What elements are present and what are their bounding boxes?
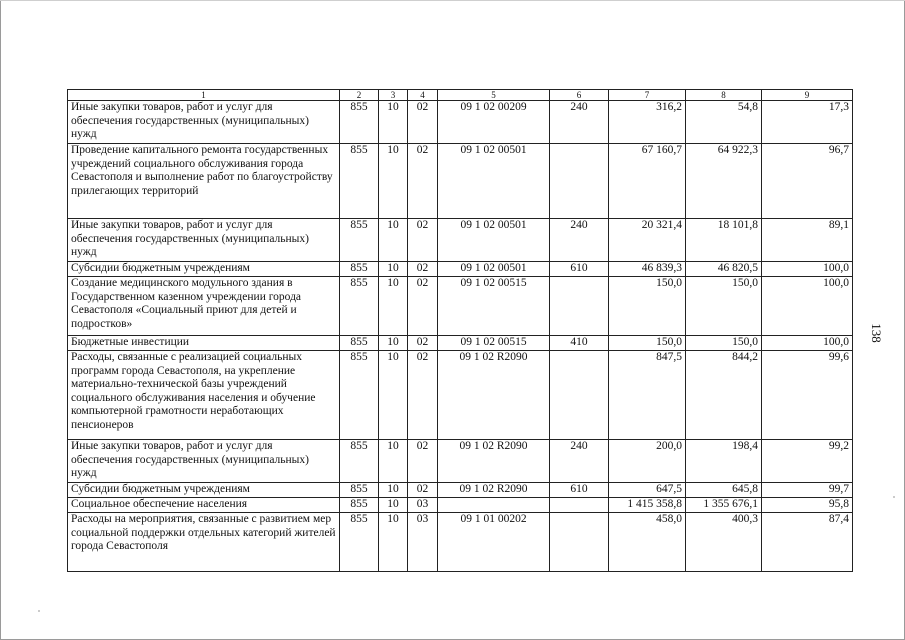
cell-name: Иные закупки товаров, работ и услуг для обеспечения государственных (муниципальных) нужд xyxy=(68,440,340,483)
cell-pct: 87,4 xyxy=(762,513,853,572)
budget-table xyxy=(67,89,853,572)
cell-fact: 150,0 xyxy=(686,277,762,336)
cell-fact: 1 355 676,1 xyxy=(686,498,762,513)
cell-rz: 10 xyxy=(379,101,408,144)
cell-rz: 10 xyxy=(379,513,408,572)
table-header-row xyxy=(68,90,853,101)
column-header-8: 8 xyxy=(686,90,762,101)
cell-ved: 855 xyxy=(340,144,379,219)
cell-ved: 855 xyxy=(340,440,379,483)
cell-plan: 20 321,4 xyxy=(609,219,686,262)
cell-fact: 198,4 xyxy=(686,440,762,483)
column-header-7: 7 xyxy=(609,90,686,101)
cell-csr: 09 1 02 00501 xyxy=(438,262,550,277)
cell-rz: 10 xyxy=(379,219,408,262)
cell-pct: 100,0 xyxy=(762,336,853,351)
cell-vr xyxy=(550,513,609,572)
cell-fact: 64 922,3 xyxy=(686,144,762,219)
cell-rz: 10 xyxy=(379,498,408,513)
cell-ved: 855 xyxy=(340,277,379,336)
table-body xyxy=(68,101,853,572)
cell-vr: 610 xyxy=(550,483,609,498)
cell-rz: 10 xyxy=(379,336,408,351)
cell-plan: 200,0 xyxy=(609,440,686,483)
cell-pr: 02 xyxy=(408,262,438,277)
cell-pct: 96,7 xyxy=(762,144,853,219)
table-row xyxy=(68,277,853,336)
cell-rz: 10 xyxy=(379,351,408,440)
column-header-2: 2 xyxy=(340,90,379,101)
cell-pr: 02 xyxy=(408,277,438,336)
cell-plan: 150,0 xyxy=(609,277,686,336)
cell-rz: 10 xyxy=(379,277,408,336)
cell-pr: 03 xyxy=(408,498,438,513)
cell-pct: 100,0 xyxy=(762,262,853,277)
cell-name: Иные закупки товаров, работ и услуг для обеспечения государственных (муниципальных) нужд xyxy=(68,101,340,144)
column-header-5: 5 xyxy=(438,90,550,101)
cell-pct: 17,3 xyxy=(762,101,853,144)
cell-fact: 54,8 xyxy=(686,101,762,144)
cell-ved: 855 xyxy=(340,351,379,440)
cell-plan: 67 160,7 xyxy=(609,144,686,219)
cell-vr xyxy=(550,498,609,513)
cell-pr: 02 xyxy=(408,351,438,440)
cell-rz: 10 xyxy=(379,144,408,219)
cell-name: Проведение капитального ремонта государственных учреждений социального обслуживания города Севастополя и выполнение работ по благоустройству прилегающих территорий xyxy=(68,144,340,219)
cell-name: Расходы на мероприятия, связанные с развитием мер социальной поддержки отдельных категорий жителей города Севастополя xyxy=(68,513,340,572)
cell-ved: 855 xyxy=(340,219,379,262)
cell-name: Социальное обеспечение населения xyxy=(68,498,340,513)
cell-ved: 855 xyxy=(340,513,379,572)
cell-pct: 99,7 xyxy=(762,483,853,498)
column-header-4: 4 xyxy=(408,90,438,101)
cell-plan: 1 415 358,8 xyxy=(609,498,686,513)
cell-fact: 150,0 xyxy=(686,336,762,351)
cell-name: Создание медицинского модульного здания в Государственном казенном учреждении города Севастополя «Социальный приют для детей и подростков» xyxy=(68,277,340,336)
scan-speck xyxy=(893,496,895,498)
table-row xyxy=(68,513,853,572)
cell-pr: 02 xyxy=(408,483,438,498)
cell-csr: 09 1 02 00515 xyxy=(438,277,550,336)
cell-csr: 09 1 02 R2090 xyxy=(438,351,550,440)
cell-rz: 10 xyxy=(379,262,408,277)
cell-vr: 240 xyxy=(550,219,609,262)
cell-pct: 89,1 xyxy=(762,219,853,262)
cell-vr: 410 xyxy=(550,336,609,351)
cell-fact: 645,8 xyxy=(686,483,762,498)
cell-ved: 855 xyxy=(340,498,379,513)
cell-pr: 02 xyxy=(408,144,438,219)
cell-plan: 458,0 xyxy=(609,513,686,572)
cell-rz: 10 xyxy=(379,440,408,483)
cell-plan: 647,5 xyxy=(609,483,686,498)
cell-csr: 09 1 02 R2090 xyxy=(438,440,550,483)
cell-ved: 855 xyxy=(340,336,379,351)
table-row xyxy=(68,351,853,440)
cell-csr: 09 1 02 00501 xyxy=(438,219,550,262)
cell-pct: 99,2 xyxy=(762,440,853,483)
cell-pr: 03 xyxy=(408,513,438,572)
cell-pr: 02 xyxy=(408,219,438,262)
cell-pct: 95,8 xyxy=(762,498,853,513)
cell-name: Субсидии бюджетным учреждениям xyxy=(68,262,340,277)
cell-csr xyxy=(438,498,550,513)
cell-name: Расходы, связанные с реализацией социальных программ города Севастополя, на укрепление материально-технической базы учреждений социального обслуживания населения и обучение компьютерной грамотности неработающих пенсионеров xyxy=(68,351,340,440)
table-row xyxy=(68,483,853,498)
cell-fact: 844,2 xyxy=(686,351,762,440)
column-header-9: 9 xyxy=(762,90,853,101)
cell-ved: 855 xyxy=(340,101,379,144)
cell-csr: 09 1 01 00202 xyxy=(438,513,550,572)
cell-pct: 99,6 xyxy=(762,351,853,440)
cell-vr: 610 xyxy=(550,262,609,277)
table-row xyxy=(68,144,853,219)
cell-name: Бюджетные инвестиции xyxy=(68,336,340,351)
cell-csr: 09 1 02 00515 xyxy=(438,336,550,351)
cell-vr xyxy=(550,351,609,440)
cell-plan: 46 839,3 xyxy=(609,262,686,277)
cell-pct: 100,0 xyxy=(762,277,853,336)
table-row xyxy=(68,440,853,483)
cell-name: Иные закупки товаров, работ и услуг для обеспечения государственных (муниципальных) нужд xyxy=(68,219,340,262)
page-number: 138 xyxy=(868,323,884,343)
cell-fact: 400,3 xyxy=(686,513,762,572)
cell-csr: 09 1 02 00209 xyxy=(438,101,550,144)
table-row xyxy=(68,336,853,351)
cell-plan: 150,0 xyxy=(609,336,686,351)
column-header-1: 1 xyxy=(68,90,340,101)
scan-speck xyxy=(38,610,40,612)
cell-name: Субсидии бюджетным учреждениям xyxy=(68,483,340,498)
cell-vr: 240 xyxy=(550,440,609,483)
cell-ved: 855 xyxy=(340,483,379,498)
cell-fact: 46 820,5 xyxy=(686,262,762,277)
cell-vr xyxy=(550,277,609,336)
column-header-3: 3 xyxy=(379,90,408,101)
table-row xyxy=(68,219,853,262)
table-row xyxy=(68,101,853,144)
scan-edge xyxy=(0,0,905,1)
cell-vr xyxy=(550,144,609,219)
column-header-6: 6 xyxy=(550,90,609,101)
cell-fact: 18 101,8 xyxy=(686,219,762,262)
cell-pr: 02 xyxy=(408,336,438,351)
table-row xyxy=(68,498,853,513)
cell-ved: 855 xyxy=(340,262,379,277)
cell-pr: 02 xyxy=(408,440,438,483)
cell-vr: 240 xyxy=(550,101,609,144)
cell-plan: 316,2 xyxy=(609,101,686,144)
table-row xyxy=(68,262,853,277)
cell-csr: 09 1 02 R2090 xyxy=(438,483,550,498)
cell-plan: 847,5 xyxy=(609,351,686,440)
cell-csr: 09 1 02 00501 xyxy=(438,144,550,219)
cell-rz: 10 xyxy=(379,483,408,498)
cell-pr: 02 xyxy=(408,101,438,144)
